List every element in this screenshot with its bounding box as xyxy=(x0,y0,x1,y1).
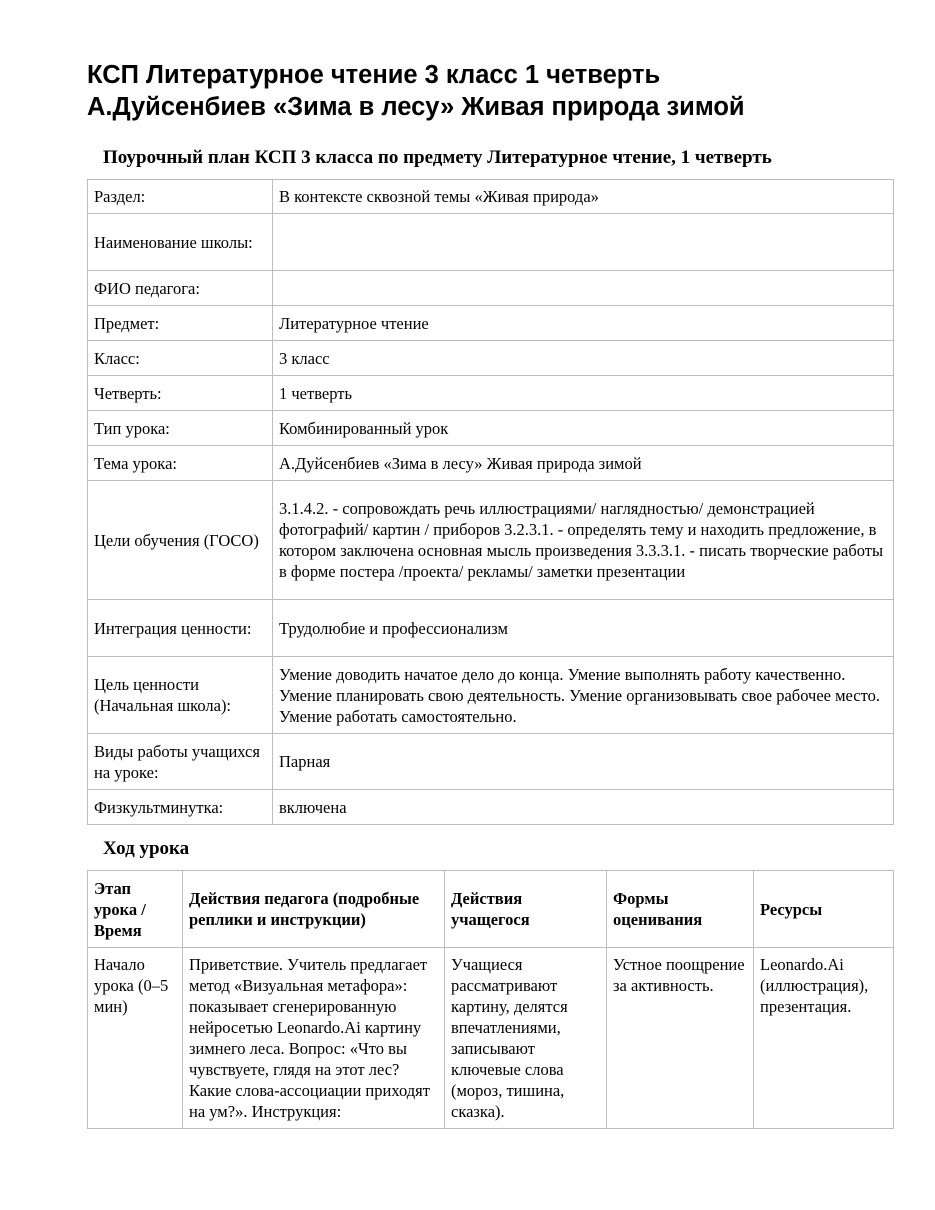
info-row xyxy=(88,790,894,825)
info-label: Раздел: xyxy=(88,180,273,214)
lesson-column-header: Действия педагога (подробные реплики и инструкции) xyxy=(183,871,445,948)
info-value: А.Дуйсенбиев «Зима в лесу» Живая природа зимой xyxy=(273,446,894,481)
info-value: В контексте сквозной темы «Живая природа» xyxy=(273,180,894,214)
info-row xyxy=(88,214,894,271)
info-label: Наименование школы: xyxy=(88,214,273,271)
lesson-table-header-row xyxy=(88,871,894,948)
lesson-column-header: Действия учащегося xyxy=(445,871,607,948)
lesson-column-header: Ресурсы xyxy=(754,871,894,948)
lesson-cell: Начало урока (0–5 мин) xyxy=(88,948,183,1129)
info-row xyxy=(88,481,894,600)
lesson-heading: Ход урока xyxy=(103,838,190,859)
info-label: Четверть: xyxy=(88,376,273,411)
info-value xyxy=(273,214,894,271)
info-value xyxy=(273,271,894,306)
info-value: 3 класс xyxy=(273,341,894,376)
info-label: Виды работы учащихся на уроке: xyxy=(88,734,273,790)
info-label: Тема урока: xyxy=(88,446,273,481)
lesson-cell: Leonardo.Ai (иллюстрация), презентация. xyxy=(754,948,894,1129)
info-row xyxy=(88,657,894,734)
lesson-row xyxy=(88,948,894,1129)
info-value: Литературное чтение xyxy=(273,306,894,341)
info-row xyxy=(88,341,894,376)
info-label: Интеграция ценности: xyxy=(88,600,273,657)
info-value: 1 четверть xyxy=(273,376,894,411)
info-label: Физкультминутка: xyxy=(88,790,273,825)
info-value: 3.1.4.2. - сопровождать речь иллюстрациями/ наглядностью/ демонстрацией фотографий/ картин / приборов 3.2.3.1. - определять тему и находить предложение, в котором заключена основная мысль произведения 3.3.3.1. - писать творческие работы в форме постера /проекта/ рекламы/ заметки презентации xyxy=(273,481,894,600)
info-label: Предмет: xyxy=(88,306,273,341)
plan-heading: Поурочный план КСП 3 класса по предмету Литературное чтение, 1 четверть xyxy=(103,147,772,168)
info-value: Умение доводить начатое дело до конца. Умение выполнять работу качественно. Умение планировать свою деятельность. Умение организовывать свое рабочее место. Умение работать самостоятельно. xyxy=(273,657,894,734)
title-line-1: КСП Литературное чтение 3 класс 1 четверть xyxy=(87,61,661,89)
info-label: Тип урока: xyxy=(88,411,273,446)
lesson-info-table xyxy=(87,179,894,825)
info-value: Парная xyxy=(273,734,894,790)
lesson-cell: Учащиеся рассматривают картину, делятся впечатлениями, записывают ключевые слова (мороз, тишина, сказка). xyxy=(445,948,607,1129)
lesson-flow-table xyxy=(87,870,894,1129)
info-row xyxy=(88,306,894,341)
title-line-2: А.Дуйсенбиев «Зима в лесу» Живая природа зимой xyxy=(87,93,745,121)
info-row xyxy=(88,180,894,214)
lesson-cell: Приветствие. Учитель предлагает метод «Визуальная метафора»: показывает сгенерированную нейросетью Leonardo.Ai картину зимнего леса. Вопрос: «Что вы чувствуете, глядя на этот лес? Какие слова-ассоциации приходят на ум?». Инструкция: xyxy=(183,948,445,1129)
info-value: включена xyxy=(273,790,894,825)
info-label: Цель ценности (Начальная школа): xyxy=(88,657,273,734)
info-row xyxy=(88,734,894,790)
info-label: Цели обучения (ГОСО) xyxy=(88,481,273,600)
info-value: Трудолюбие и профессионализм xyxy=(273,600,894,657)
document-title xyxy=(87,59,907,123)
lesson-cell: Устное поощрение за активность. xyxy=(607,948,754,1129)
lesson-column-header: Формы оценивания xyxy=(607,871,754,948)
info-label: Класс: xyxy=(88,341,273,376)
info-row xyxy=(88,411,894,446)
info-row xyxy=(88,271,894,306)
info-label: ФИО педагога: xyxy=(88,271,273,306)
lesson-column-header: Этап урока / Время xyxy=(88,871,183,948)
info-row xyxy=(88,600,894,657)
info-row xyxy=(88,376,894,411)
info-value: Комбинированный урок xyxy=(273,411,894,446)
info-row xyxy=(88,446,894,481)
